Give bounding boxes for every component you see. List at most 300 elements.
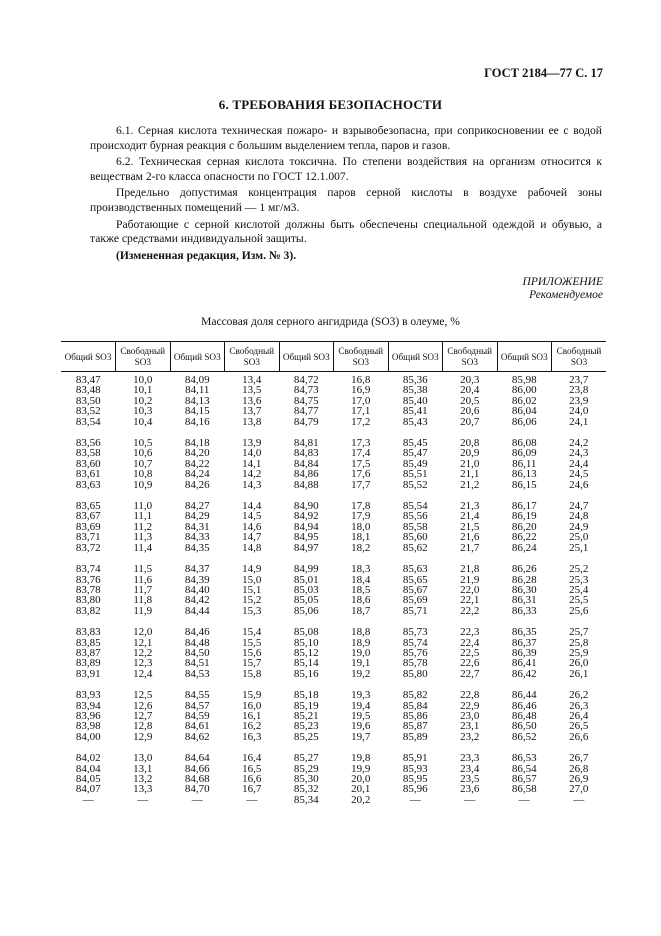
table-cell: 85,74 <box>402 636 428 649</box>
table-cell: 15,6 <box>242 646 262 659</box>
table-cell: 11,7 <box>133 583 153 596</box>
table-cell: 10,6 <box>133 447 153 460</box>
table-cell: 13,8 <box>242 415 262 428</box>
table-cell: 23,0 <box>460 709 480 722</box>
appendix-title: ПРИЛОЖЕНИЕ <box>522 276 603 288</box>
table-cell: — <box>573 793 585 806</box>
table-cell: 84,26 <box>184 478 210 491</box>
table-cell: 84,31 <box>184 520 210 533</box>
table-cell: 21,7 <box>460 541 480 554</box>
table-cell: 22,5 <box>460 646 480 659</box>
table-cell: 15,0 <box>242 573 262 586</box>
table-cell: 85,12 <box>293 646 319 659</box>
table-cell: 85,32 <box>293 783 319 796</box>
table-cell: 13,1 <box>133 762 153 775</box>
appendix-subtitle: Рекомендуемое <box>529 288 603 301</box>
table-cell: 12,2 <box>133 646 153 659</box>
table-cell: 85,63 <box>402 563 428 576</box>
table-cell: — <box>137 793 149 806</box>
oleum-table <box>61 341 606 805</box>
table-row <box>61 616 606 637</box>
table-cell: 84,09 <box>184 374 210 386</box>
table-cell: 86,52 <box>511 730 537 743</box>
table-cell: 20,6 <box>460 405 480 418</box>
table-cell: 84,48 <box>184 636 210 649</box>
table-cell: 86,19 <box>511 510 537 523</box>
table-cell: 24,1 <box>569 415 589 428</box>
table-cell: 21,9 <box>460 573 480 586</box>
paragraph: 6.2. Техническая серная кислота токсична. По степени воздействия на организм относится к веществам 2-го класса опасности по ГОСТ 12.1.007. <box>90 155 602 183</box>
table-cell: 11,9 <box>133 604 153 617</box>
table-caption: Массовая доля серного ангидрида (SO3) в олеуме, % <box>201 316 460 328</box>
table-cell: 84,18 <box>184 437 210 450</box>
table-cell: 24,5 <box>569 468 589 481</box>
table-cell: 25,4 <box>569 583 589 596</box>
table-cell: 21,8 <box>460 563 480 576</box>
table-cell: 12,8 <box>133 720 153 733</box>
table-cell: 23,5 <box>460 773 480 785</box>
table-cell: 14,9 <box>242 563 262 576</box>
table-cell: 23,4 <box>460 762 480 775</box>
table-cell: 25,6 <box>569 604 589 617</box>
table-cell: 18,9 <box>351 636 371 649</box>
table-cell: 84,27 <box>184 500 210 513</box>
table-cell: 15,5 <box>242 636 262 649</box>
table-cell: 86,13 <box>511 468 537 481</box>
table-cell: 10,8 <box>133 468 153 481</box>
table-cell: 84,77 <box>293 405 319 418</box>
column-header: Свободный SO3 <box>334 342 389 372</box>
table-cell: 24,2 <box>569 437 589 450</box>
table-cell: 19,6 <box>351 720 371 733</box>
table-cell: 85,78 <box>402 657 428 670</box>
table-cell: 85,19 <box>293 699 319 712</box>
table-row <box>61 417 606 427</box>
table-cell: 10,9 <box>133 478 153 491</box>
column-header: Свободный SO3 <box>116 342 171 372</box>
table-cell: 15,4 <box>242 626 262 639</box>
table-cell: 17,9 <box>351 510 371 523</box>
table-cell: 17,2 <box>351 415 371 428</box>
table-cell: 86,08 <box>511 437 537 450</box>
table-cell: 17,7 <box>351 478 371 491</box>
table-cell: 25,2 <box>569 563 589 576</box>
table-cell: 86,26 <box>511 563 537 576</box>
table-cell: 14,1 <box>242 457 262 470</box>
table-cell: 12,7 <box>133 709 153 722</box>
table-cell: 84,66 <box>184 762 210 775</box>
table-cell: 20,9 <box>460 447 480 460</box>
table-cell: 86,02 <box>511 394 537 407</box>
table-cell: 84,83 <box>293 447 319 460</box>
table-cell: 24,7 <box>569 500 589 513</box>
table-cell: 12,1 <box>133 636 153 649</box>
table-cell: 18,1 <box>351 531 371 544</box>
table-cell: 19,1 <box>351 657 371 670</box>
table-cell: 13,7 <box>242 405 262 418</box>
table-cell: 84,92 <box>293 510 319 523</box>
table-cell: 16,7 <box>242 783 262 796</box>
table-cell: 85,73 <box>402 626 428 639</box>
table-cell: 84,57 <box>184 699 210 712</box>
table-cell: 86,48 <box>511 709 537 722</box>
table-cell: 84,73 <box>293 384 319 397</box>
table-cell: 25,5 <box>569 594 589 607</box>
table-cell: 85,76 <box>402 646 428 659</box>
table-cell: 84,86 <box>293 468 319 481</box>
table-cell: 85,56 <box>402 510 428 523</box>
table-cell: 85,62 <box>402 541 428 554</box>
table-cell: 18,2 <box>351 541 371 554</box>
table-cell: 85,41 <box>402 405 428 418</box>
table-row <box>61 543 606 553</box>
table-cell: 85,01 <box>293 573 319 586</box>
table-cell: 17,4 <box>351 447 371 460</box>
table-cell: 85,60 <box>402 531 428 544</box>
appendix-label <box>523 276 603 301</box>
table-cell: 14,2 <box>242 468 262 481</box>
table-cell: 84,40 <box>184 583 210 596</box>
table-cell: 86,35 <box>511 626 537 639</box>
table-cell: 85,86 <box>402 709 428 722</box>
table-cell: 20,3 <box>460 374 480 386</box>
table-cell: 85,58 <box>402 520 428 533</box>
table-cell: 86,37 <box>511 636 537 649</box>
table-cell: 12,9 <box>133 730 153 743</box>
table-cell: 84,90 <box>293 500 319 513</box>
table-cell: 24,0 <box>569 405 589 418</box>
table-cell: 85,23 <box>293 720 319 733</box>
table-cell: 83,52 <box>75 405 101 418</box>
table-cell: 18,3 <box>351 563 371 576</box>
table-cell: — <box>409 793 421 806</box>
table-cell: 86,50 <box>511 720 537 733</box>
table-cell: 25,3 <box>569 573 589 586</box>
table-cell: 85,05 <box>293 594 319 607</box>
table-cell: 83,67 <box>75 510 101 523</box>
table-cell: 84,07 <box>75 783 101 796</box>
table-cell: 86,39 <box>511 646 537 659</box>
table-cell: 85,21 <box>293 709 319 722</box>
table-cell: 86,04 <box>511 405 537 418</box>
table-cell: 84,51 <box>184 657 210 670</box>
table-cell: 21,1 <box>460 468 480 481</box>
table-cell: 10,1 <box>133 384 153 397</box>
table-cell: 85,10 <box>293 636 319 649</box>
table-cell: 19,5 <box>351 709 371 722</box>
table-cell: 83,98 <box>75 720 101 733</box>
table-cell: 21,4 <box>460 510 480 523</box>
section-title: 6. ТРЕБОВАНИЯ БЕЗОПАСНОСТИ <box>218 97 443 112</box>
table-cell: 23,9 <box>569 394 589 407</box>
table-cell: 84,55 <box>184 689 210 702</box>
table-cell: 83,47 <box>75 374 101 386</box>
table-cell: 10,7 <box>133 457 153 470</box>
table-cell: 86,15 <box>511 478 537 491</box>
table-cell: 23,3 <box>460 752 480 765</box>
table-row <box>61 372 606 386</box>
table-header-row <box>61 342 606 372</box>
table-cell: 84,44 <box>184 604 210 617</box>
column-header: Свободный SO3 <box>552 342 607 372</box>
table-cell: 85,36 <box>402 374 428 386</box>
column-header: Общий SO3 <box>170 342 225 372</box>
table-cell: 86,30 <box>511 583 537 596</box>
table-cell: 83,89 <box>75 657 101 670</box>
table-cell: 83,87 <box>75 646 101 659</box>
table-cell: 16,2 <box>242 720 262 733</box>
table-cell: 85,95 <box>402 773 428 785</box>
table-cell: 17,3 <box>351 437 371 450</box>
table-cell: 11,6 <box>133 573 153 586</box>
table-cell: 11,3 <box>133 531 153 544</box>
table-cell: 83,74 <box>75 563 101 576</box>
table-cell: 86,24 <box>511 541 537 554</box>
table-cell: 85,14 <box>293 657 319 670</box>
table-cell: 83,61 <box>75 468 101 481</box>
table-cell: 20,4 <box>460 384 480 397</box>
table-cell: 84,75 <box>293 394 319 407</box>
table-cell: 22,6 <box>460 657 480 670</box>
table-cell: 15,1 <box>242 583 262 596</box>
paragraph: Работающие с серной кислотой должны быть обеспечены специальной одеждой и обувью, а также средствами индивидуальной защиты. <box>90 217 602 246</box>
table-cell: 24,8 <box>569 510 589 523</box>
table-cell: 84,13 <box>184 394 210 407</box>
table-cell: 17,6 <box>351 468 371 481</box>
table-cell: 84,37 <box>184 563 210 576</box>
table-cell: 15,2 <box>242 594 262 607</box>
table-cell: 13,6 <box>242 394 262 407</box>
table-cell: 86,06 <box>511 415 537 428</box>
table-cell: 84,20 <box>184 447 210 460</box>
table-cell: 22,8 <box>460 689 480 702</box>
table-cell: 14,3 <box>242 478 262 491</box>
table-cell: 11,2 <box>133 520 153 533</box>
table-cell: 86,22 <box>511 531 537 544</box>
table-cell: 24,4 <box>569 457 589 470</box>
table-cell: 17,1 <box>351 405 371 418</box>
table-cell: 24,3 <box>569 447 589 460</box>
table-cell: 16,8 <box>351 374 371 386</box>
table-cell: 85,30 <box>293 773 319 785</box>
table-cell: 22,0 <box>460 583 480 596</box>
table-cell: 86,41 <box>511 657 537 670</box>
table-cell: 85,49 <box>402 457 428 470</box>
table-cell: 86,20 <box>511 520 537 533</box>
table-cell: 27,0 <box>569 783 589 796</box>
table-row <box>61 669 606 679</box>
table-cell: 10,3 <box>133 405 153 418</box>
table-cell: 84,95 <box>293 531 319 544</box>
table-cell: 83,71 <box>75 531 101 544</box>
body-text <box>90 124 602 265</box>
table-cell: 85,40 <box>402 394 428 407</box>
table-cell: 12,3 <box>133 657 153 670</box>
table-cell: 19,2 <box>351 667 371 680</box>
table-cell: 22,3 <box>460 626 480 639</box>
table-cell: 84,88 <box>293 478 319 491</box>
table-cell: 26,0 <box>569 657 589 670</box>
table-cell: 83,80 <box>75 594 101 607</box>
table-cell: 10,2 <box>133 394 153 407</box>
table-cell: 83,83 <box>75 626 101 639</box>
table-cell: 84,35 <box>184 541 210 554</box>
table-cell: 84,24 <box>184 468 210 481</box>
table-cell: — <box>82 793 94 806</box>
table-cell: 86,46 <box>511 699 537 712</box>
table-cell: 26,3 <box>569 699 589 712</box>
column-header: Общий SO3 <box>497 342 552 372</box>
table-cell: 21,6 <box>460 531 480 544</box>
table-cell: 86,00 <box>511 384 537 397</box>
table-cell: 84,05 <box>75 773 101 785</box>
table-cell: 13,5 <box>242 384 262 397</box>
table-cell: 14,4 <box>242 500 262 513</box>
column-header: Общий SO3 <box>61 342 116 372</box>
table-cell: 85,67 <box>402 583 428 596</box>
table-cell: 86,58 <box>511 783 537 796</box>
table-cell: 21,3 <box>460 500 480 513</box>
table-cell: 84,42 <box>184 594 210 607</box>
table-cell: 86,54 <box>511 762 537 775</box>
table-cell: 21,2 <box>460 478 480 491</box>
table-cell: 15,7 <box>242 657 262 670</box>
table-cell: 85,82 <box>402 689 428 702</box>
table-cell: 11,0 <box>133 500 153 513</box>
table-cell: 85,08 <box>293 626 319 639</box>
table-cell: 84,70 <box>184 783 210 796</box>
table-cell: 12,6 <box>133 699 153 712</box>
table-cell: 84,84 <box>293 457 319 470</box>
table-cell: 23,8 <box>569 384 589 397</box>
table-cell: — <box>464 793 476 806</box>
table-cell: 85,16 <box>293 667 319 680</box>
table-cell: 83,78 <box>75 583 101 596</box>
table-cell: 20,2 <box>351 793 371 806</box>
table-cell: 83,85 <box>75 636 101 649</box>
table-cell: 85,89 <box>402 730 428 743</box>
table-cell: 19,8 <box>351 752 371 765</box>
table-cell: 85,93 <box>402 762 428 775</box>
page-header: ГОСТ 2184—77 С. 17 <box>484 66 603 80</box>
table-cell: 26,1 <box>569 667 589 680</box>
table-cell: 16,5 <box>242 762 262 775</box>
table-cell: 20,0 <box>351 773 371 785</box>
table-row <box>61 553 606 574</box>
table-cell: 14,7 <box>242 531 262 544</box>
table-cell: 13,3 <box>133 783 153 796</box>
table-cell: 18,7 <box>351 604 371 617</box>
table-cell: 17,0 <box>351 394 371 407</box>
table-cell: 13,0 <box>133 752 153 765</box>
table-cell: 84,81 <box>293 437 319 450</box>
table-cell: 20,5 <box>460 394 480 407</box>
table-cell: 16,9 <box>351 384 371 397</box>
table-cell: 16,4 <box>242 752 262 765</box>
table-cell: 84,46 <box>184 626 210 639</box>
table-cell: 84,53 <box>184 667 210 680</box>
table-cell: 19,9 <box>351 762 371 775</box>
table-cell: — <box>518 793 530 806</box>
table-cell: 83,96 <box>75 709 101 722</box>
table-cell: 22,2 <box>460 604 480 617</box>
table-cell: 86,11 <box>512 457 537 470</box>
table-cell: 84,22 <box>184 457 210 470</box>
table-cell: 84,68 <box>184 773 210 785</box>
table-row <box>61 679 606 700</box>
table-cell: 26,9 <box>569 773 589 785</box>
table-cell: 84,72 <box>293 374 319 386</box>
table-cell: 21,5 <box>460 520 480 533</box>
column-header: Общий SO3 <box>279 342 334 372</box>
table-cell: 84,59 <box>184 709 210 722</box>
table-cell: 26,4 <box>569 709 589 722</box>
table-cell: 85,43 <box>402 415 428 428</box>
table-cell: 25,9 <box>569 646 589 659</box>
table-cell: 15,8 <box>242 667 262 680</box>
table-cell: 16,6 <box>242 773 262 785</box>
table-cell: 18,0 <box>351 520 371 533</box>
table-cell: 84,16 <box>184 415 210 428</box>
table-cell: 83,50 <box>75 394 101 407</box>
table-cell: 86,28 <box>511 573 537 586</box>
table-cell: 84,29 <box>184 510 210 523</box>
table-cell: 23,7 <box>569 374 589 386</box>
table-cell: 83,93 <box>75 689 101 702</box>
table-cell: 23,6 <box>460 783 480 796</box>
table-cell: 11,4 <box>133 541 153 554</box>
table-cell: 13,9 <box>242 437 262 450</box>
table-cell: 86,44 <box>511 689 537 702</box>
table-cell: 18,6 <box>351 594 371 607</box>
table-cell: 85,84 <box>402 699 428 712</box>
table-cell: 17,8 <box>351 500 371 513</box>
table-cell: 84,62 <box>184 730 210 743</box>
table-cell: 11,1 <box>133 510 153 523</box>
table-cell: 19,7 <box>351 730 371 743</box>
table-cell: 85,34 <box>293 793 319 806</box>
table-cell: 18,5 <box>351 583 371 596</box>
column-header: Свободный SO3 <box>443 342 498 372</box>
table-cell: 86,09 <box>511 447 537 460</box>
table-cell: 86,57 <box>511 773 537 785</box>
table-cell: 84,11 <box>185 384 210 397</box>
table-cell: 84,02 <box>75 752 101 765</box>
table-cell: 85,38 <box>402 384 428 397</box>
table-cell: 15,3 <box>242 604 262 617</box>
table-cell: 84,33 <box>184 531 210 544</box>
table-cell: 85,27 <box>293 752 319 765</box>
table-cell: 25,7 <box>569 626 589 639</box>
table-row <box>61 795 606 805</box>
table-cell: 20,7 <box>460 415 480 428</box>
table-cell: — <box>191 793 203 806</box>
table-cell: 83,63 <box>75 478 101 491</box>
table-cell: 85,06 <box>293 604 319 617</box>
table-cell: 22,9 <box>460 699 480 712</box>
table-cell: 84,04 <box>75 762 101 775</box>
table-cell: 83,58 <box>75 447 101 460</box>
table-cell: 20,1 <box>351 783 371 796</box>
table-cell: 15,9 <box>242 689 262 702</box>
table-cell: 22,1 <box>460 594 480 607</box>
table-row <box>61 606 606 616</box>
table-cell: 84,00 <box>75 730 101 743</box>
table-cell: 10,5 <box>133 437 153 450</box>
table-row <box>61 742 606 763</box>
table-cell: 85,69 <box>402 594 428 607</box>
table-cell: 21,0 <box>460 457 480 470</box>
